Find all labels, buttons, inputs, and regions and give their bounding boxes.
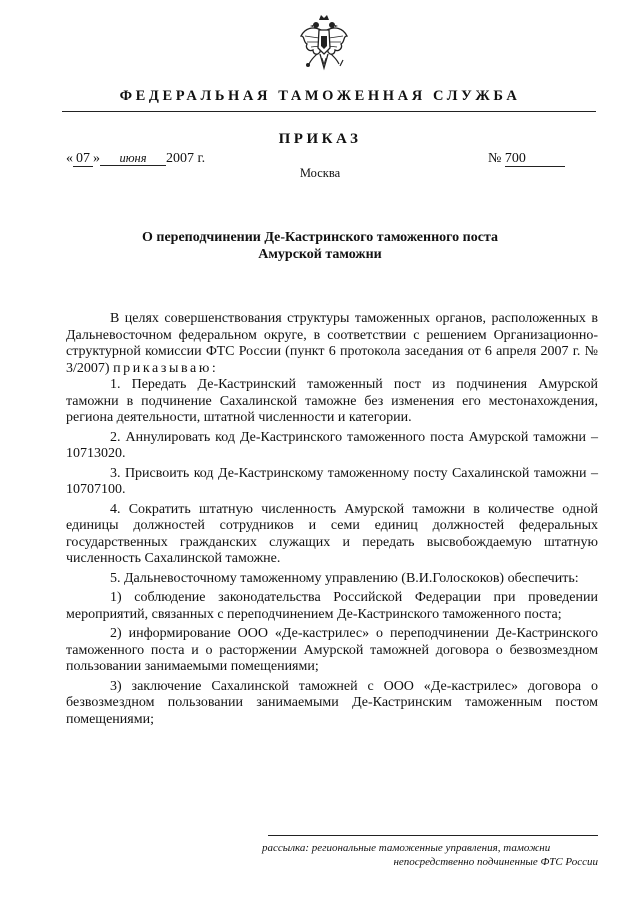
eagle-emblem-icon [299, 14, 349, 72]
item-2: 2. Аннулировать код Де-Кастринского таможенного поста Амурской таможни – 10713020. [66, 429, 598, 461]
order-date [66, 151, 205, 167]
item-5: 5. Дальневосточному таможенному управлению (В.И.Голоскоков) обеспечить: [110, 570, 579, 586]
order-heading [100, 229, 540, 263]
intro-text: В целях совершенствования структуры таможенных органов, расположенных в Дальневосточном федеральном округе, в соответствии с решением Организационно-структурной комиссии ФТС России (пункт 6 протокола заседания от 6 апреля 2007 г. № 3/2007) [66, 311, 598, 376]
intro-paragraph [66, 311, 598, 377]
number-prefix: № [488, 151, 502, 166]
distribution-line-1: рассылка: региональные таможенные управления, таможни [262, 842, 551, 854]
order-number [488, 151, 565, 167]
eagle-emblem-graphic [299, 14, 349, 72]
heading-line-1: О переподчинении Де-Кастринского таможенного поста [142, 230, 498, 245]
footer-divider [268, 835, 598, 836]
item-1: 1. Передать Де-Кастринский таможенный пост из подчинения Амурской таможни в подчинение Сахалинской таможне без изменения его местонахождения, региона деятельности, штатной численности и категории. [66, 377, 598, 425]
item-4: 4. Сократить штатную численность Амурской таможни в количестве одной единицы должностей сотрудников и семи единиц должностей федеральных государственных гражданских служащих и передать высвобождаемую штатную численность Сахалинской таможне. [66, 501, 598, 566]
city: Москва [299, 166, 341, 180]
document-type: ПРИКАЗ [278, 131, 362, 147]
date-day: 07 [73, 152, 93, 167]
date-open-quote: « [66, 151, 73, 166]
item-5-3: 3) заключение Сахалинской таможней с ООО «Де-кастрилес» договора о безвозмездном пользовании занимаемыми Де-Кастринским таможенным постом помещениями; [66, 678, 598, 727]
date-month: июня [100, 151, 166, 166]
item-3: 3. Присвоить код Де-Кастринскому таможенному посту Сахалинской таможни – 10707100. [66, 465, 598, 497]
date-year: 2007 г. [166, 151, 206, 166]
order-body [66, 311, 598, 728]
date-close-quote: » [93, 151, 100, 166]
distribution-line-2: непосредственно подчиненные ФТС России [393, 856, 598, 868]
agency-name: ФЕДЕРАЛЬНАЯ ТАМОЖЕННАЯ СЛУЖБА [119, 88, 521, 104]
distribution-note [262, 841, 598, 869]
item-5-2: 2) информирование ООО «Де-кастрилес» о переподчинении Де-Кастринского таможенного поста и о расторжении Амурской таможней договора о безвозмездном пользовании занимаемыми помещениями; [66, 626, 598, 674]
intro-command: приказываю: [113, 360, 219, 376]
item-5-1: 1) соблюдение законодательства Российской Федерации при проведении мероприятий, связанных с переподчинением Де-Кастринского таможенного поста; [66, 590, 598, 622]
heading-line-2: Амурской таможни [258, 247, 382, 262]
number-value: 700 [505, 152, 565, 167]
header-divider [62, 111, 596, 112]
